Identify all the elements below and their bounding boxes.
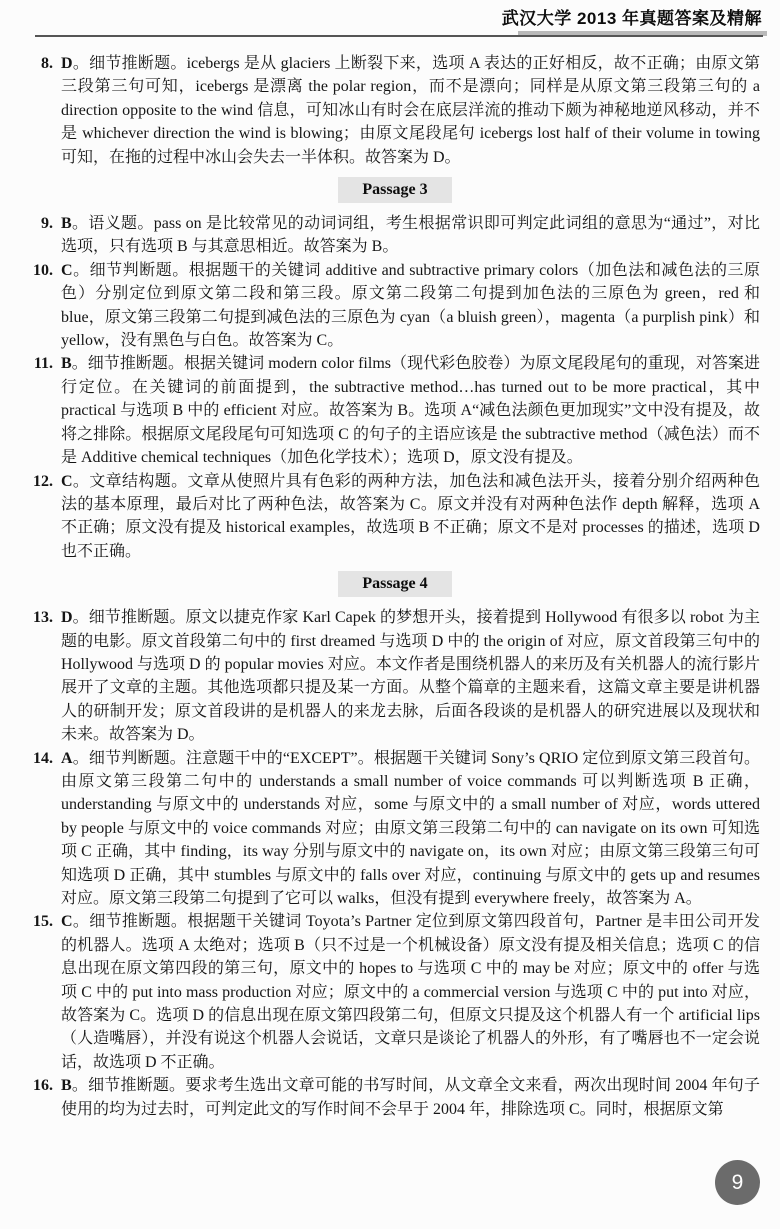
answer-letter: D [61,609,73,627]
item-number: 10. [33,261,53,279]
item-number: 11. [33,355,53,373]
item-number: 16. [33,1077,53,1095]
item-number: 14. [33,749,53,767]
answer-item-15 [30,910,760,1074]
item-text [61,259,760,353]
answer-item-9 [30,212,760,259]
answer-explanations [30,52,760,1121]
item-explanation: 。细节推断题。根据关键词 modern color films（现代彩色胶卷）为原文尾段尾句的重现，对答案进行定位。在关键词的前面提到，the subtractive method…has turned out to be more practical，其中 practical 与选项 B 中的 efficient 对应。故答案为 B。选项 A“减色法颜色更加现实”文中没有提及，故将之排除。根据原文尾段尾句可知选项 C 的句子的主语应该是 the subtractive method（减色法）而不是 Additive chemical techniques（加色化学技术）；选项 D，原文没有提及。 [61,355,760,467]
answer-letter: C [61,913,73,931]
item-text [61,470,760,564]
item-explanation: 。细节推断题。原文以捷克作家 Karl Capek 的梦想开头，接着提到 Hollywood 有很多以 robot 为主题的电影。原文首段第二句中的 first dreamed 与选项 D 中的 the origin of 对应，原文首段第三句中的 Hollywood 与选项 D 的 popular movies 对应。本文作者是围绕机器人的来历及有关机器人的流行影片展开了文章的主题。其他选项都只提及某一方面。从整个篇章的主题来看，这篇文章主要是讲机器人的研制开发；原文首段讲的是机器人的来龙去脉，后面各段谈的是机器人的研究进展以及现状和未来。故答案为 D。 [61,609,760,744]
answer-letter: C [61,261,73,279]
item-text [61,606,760,746]
answer-letter: C [61,472,73,490]
answer-letter: A [61,749,73,767]
item-number: 9. [41,215,53,233]
item-explanation: 。语义题。pass on 是比较常见的动词词组，考生根据常识即可判定此词组的意思为“通过”，对比选项，只有选项 B 与其意思相近。故答案为 B。 [61,215,760,256]
header-rule [35,30,763,37]
item-number: 12. [33,472,53,490]
passage-4-heading [30,571,760,597]
answer-item-14 [30,747,760,911]
item-text [61,352,760,469]
item-explanation: 。细节推断题。根据题干关键词 Toyota’s Partner 定位到原文第四段首句，Partner 是丰田公司开发的机器人。选项 A 太绝对；选项 B（只不过是一个机械设备）原文没有提及相关信息；选项 C 的信息出现在原文第四段的第三句，原文中的 hopes to 与选项 C 中的 may be 对应；原文中的 offer 与选项 C 中的 put into mass production 对应；原文中的 a commercial version 与选项 C 中的 put into 对应，故答案为 C。选项 D 的信息出现在原文第四段第二句，但原文只提及这个机器人有一个 artificial lips（人造嘴唇），并没有说这个机器人会说话，文章只是谈论了机器人的外形，有了嘴唇也不一定会说话，故选项 D 不正确。 [61,913,760,1071]
item-explanation: 。细节判断题。注意题干中的“EXCEPT”。根据题干关键词 Sony’s QRIO 定位到原文第三段首句。由原文第三段第二句中的 understands a small number of voice commands 可以判断选项 B 正确，understanding 与原文中的 understands 对应，some 与原文中的 a small number of 对应，words uttered by people 与原文中的 voice commands 对应；由原文第三段第二句中的 can navigate on its own 可知选项 C 正确，其中 finding，its way 分别与原文中的 navigate on，its own 对应；由原文第三段第三句可知选项 D 正确，其中 stumbles 与原文中的 falls over 对应，continuing 与原文中的 gets up and resumes 对应。原文第三段第二句提到了它可以 walks，但没有提到 everywhere freely，故答案为 A。 [61,749,760,907]
answer-item-8 [30,52,760,169]
answer-letter: B [61,215,72,233]
answer-item-10 [30,259,760,353]
answer-letter: D [61,55,73,72]
item-text [61,52,760,169]
item-number: 8. [41,55,53,72]
item-text [61,747,760,911]
answer-item-16 [30,1074,760,1121]
page-number-badge [715,1160,760,1205]
item-explanation: 。细节推断题。icebergs 是从 glaciers 上断裂下来，选项 A 表达的正好相反，故不正确；由原文第三段第三句可知，icebergs 是漂离 the polar region，而不是漂向；同样是从原文第三段第三句的 a direction opposite to the wind 信息，可知冰山有时会在底层洋流的推动下颇为神秘地逆风移动，并不是 whichever direction the wind is blowing；由原文尾段尾句 icebergs lost half of their volume in towing 可知，在拖的过程中冰山会失去一半体积。故答案为 D。 [61,55,760,166]
answer-item-11 [30,352,760,469]
page-header [0,0,780,37]
header-rule-line [35,35,763,37]
item-text [61,1074,760,1121]
item-number: 13. [33,609,53,627]
header-title: 武汉大学 2013 年真题答案及精解 [501,9,762,28]
answer-letter: B [61,1077,72,1095]
item-explanation: 。细节判断题。根据题干的关键词 additive and subtractive primary colors（加色法和减色法的三原色）分别定位到原文第二段和第三段。原文第二段第二句提到加色法的三原色为 green，red 和 blue，原文第三段第二句提到减色法的三原色为 cyan（a bluish green），magenta（a purplish pink）和 yellow，没有黑色与白色。故答案为 C。 [61,261,760,350]
item-text [61,212,760,259]
item-explanation: 。文章结构题。文章从使照片具有色彩的两种方法，加色法和减色法开头，接着分别介绍两种色法的基本原理，最后对比了两种色法，故答案为 C。原文并没有对两种色法作 depth 解释，选项 A 不正确；原文没有提及 historical examples，故选项 B 不正确；原文不是对 processes 的描述，选项 D 也不正确。 [61,472,760,560]
item-number: 15. [33,913,53,931]
passage-3-heading [30,177,760,203]
answer-item-13 [30,606,760,746]
page-number: 9 [731,1170,744,1194]
passage-4-label: Passage 4 [338,571,451,597]
passage-3-label: Passage 3 [338,177,451,203]
item-text [61,910,760,1074]
answer-item-12 [30,470,760,564]
answer-letter: B [61,355,72,373]
item-explanation: 。细节推断题。要求考生选出文章可能的书写时间，从文章全文来看，两次出现时间 2004 年句子使用的均为过去时，可判定此文的写作时间不会早于 2004 年，排除选项 C。同时，根据原文第 [61,1077,760,1118]
